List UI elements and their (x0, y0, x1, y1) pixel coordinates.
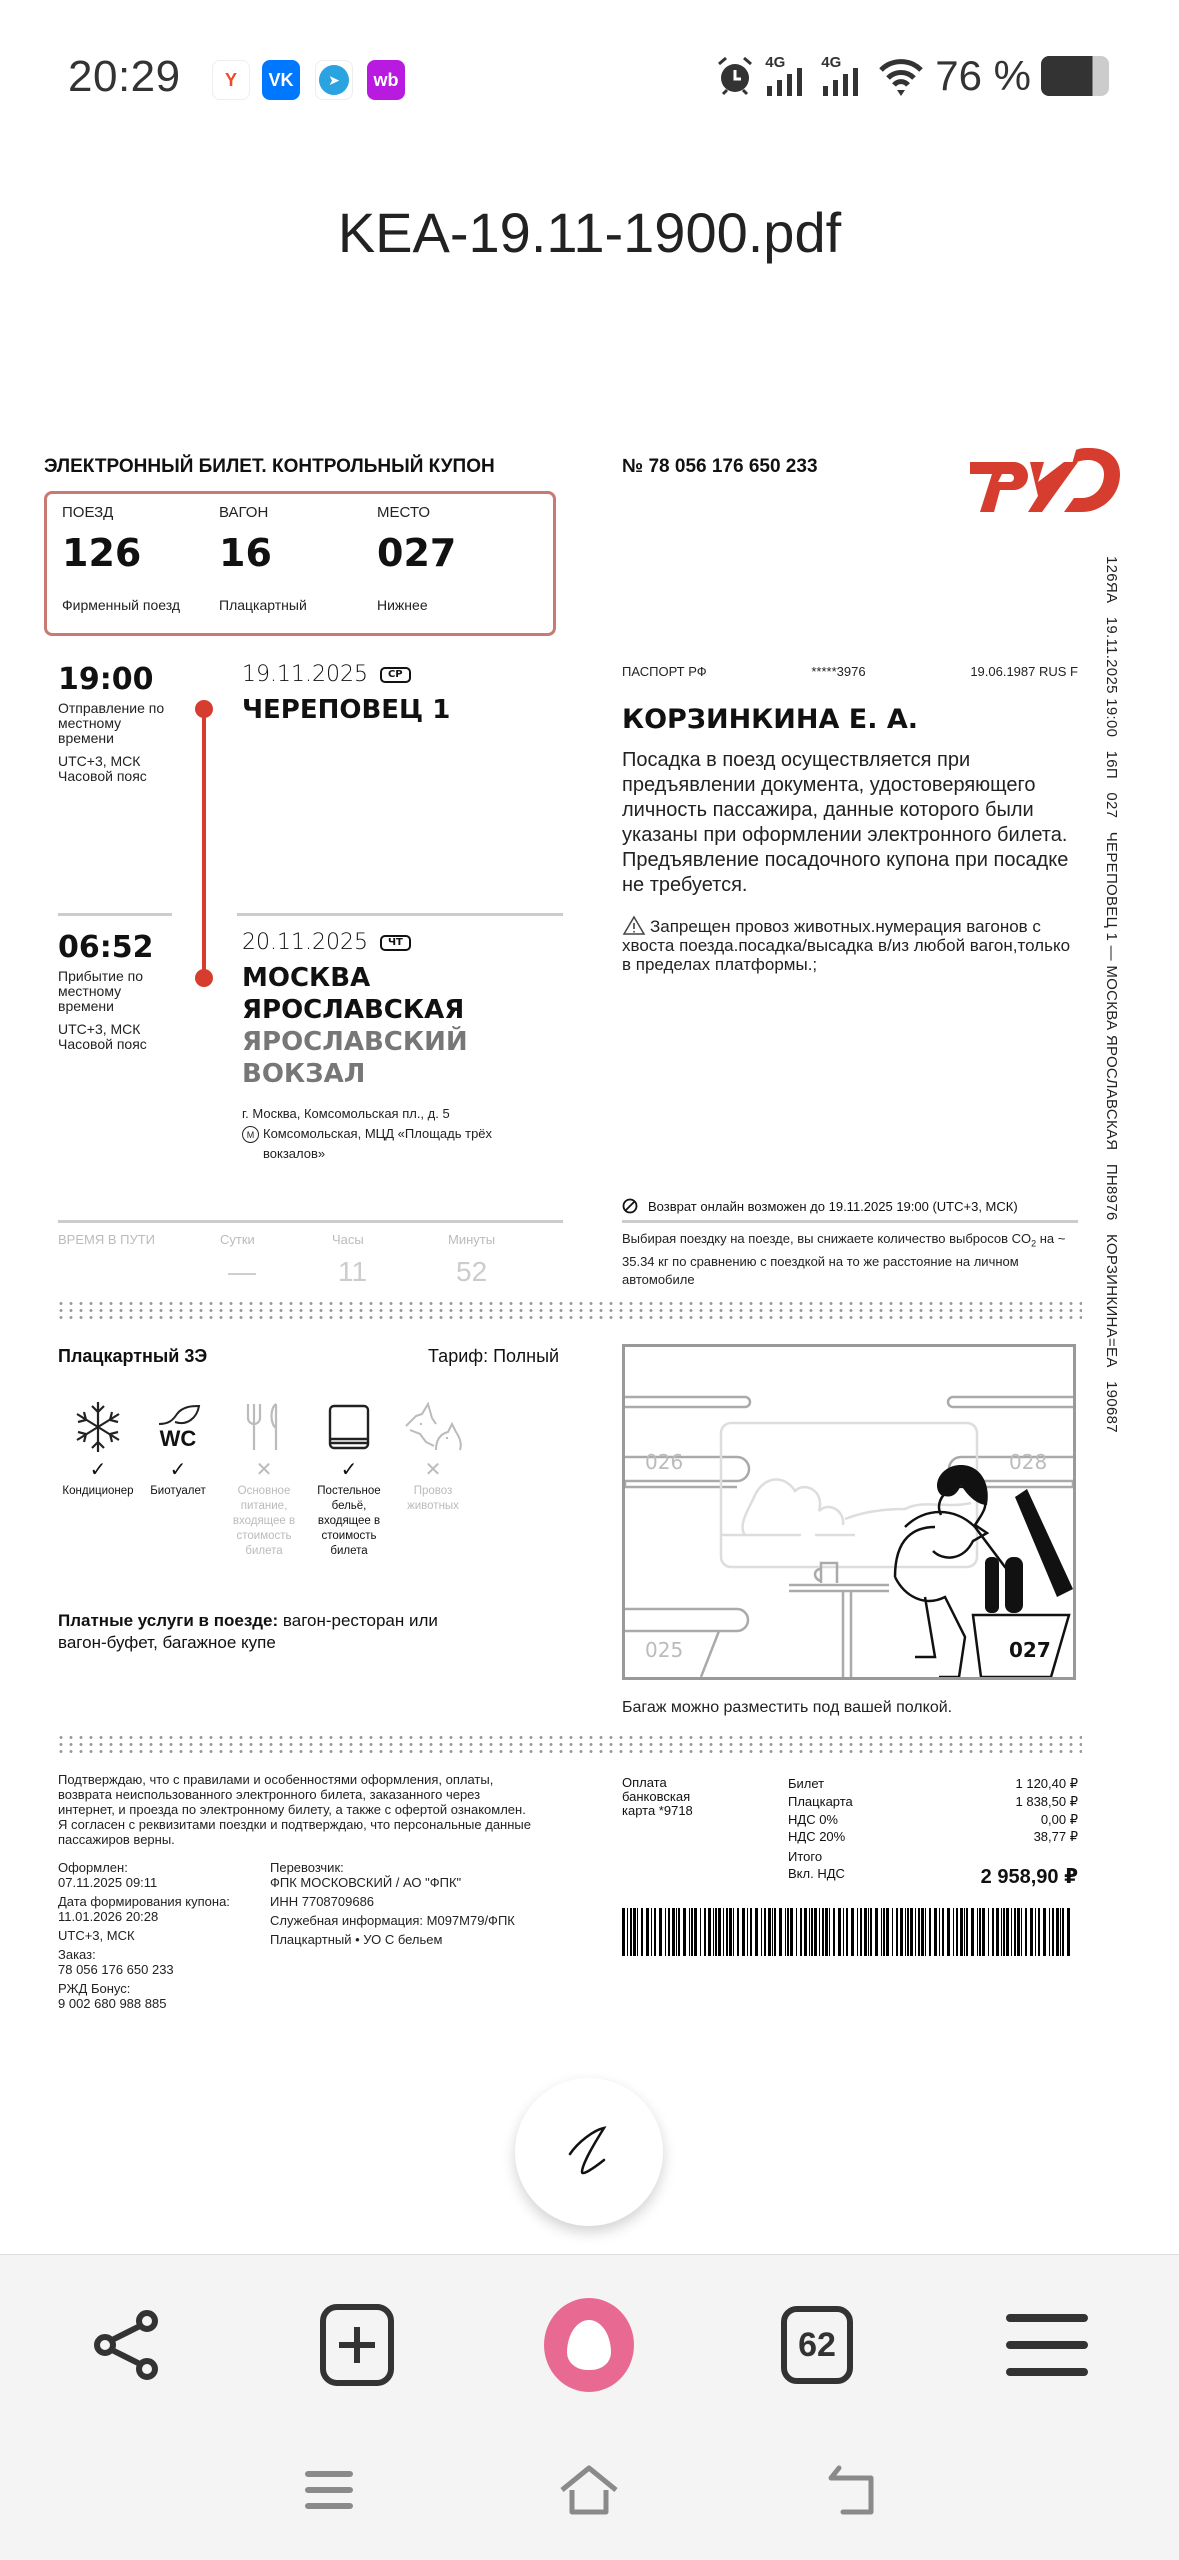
seat-label-upper-right: 028 (1009, 1450, 1048, 1474)
telegram-icon: ➤ (315, 60, 353, 100)
barcode-bar (1062, 1908, 1064, 1956)
barcode-bar (1038, 1908, 1040, 1956)
barcode-bar (875, 1908, 878, 1956)
share-icon (87, 2305, 167, 2385)
barcode-bar (971, 1908, 974, 1956)
perforation-divider (56, 1300, 1082, 1320)
barcode-bar (700, 1908, 701, 1956)
barcode-bar (819, 1908, 820, 1956)
barcode-bar (942, 1908, 944, 1956)
barcode-bar (804, 1908, 807, 1956)
warning-note: Запрещен провоз животных.нумерация вагонов с хвоста поезда.посадка/высадка в/из любой вагон,только в пределах платформы.; (622, 917, 1071, 974)
tabs-button[interactable] (772, 2300, 862, 2390)
barcode-bar (1003, 1908, 1005, 1956)
barcode-bar (723, 1908, 724, 1956)
car-column: ВАГОН 16 Плацкартный (219, 504, 307, 613)
vk-icon: VK (262, 60, 300, 100)
car-number: 16 (219, 531, 272, 575)
service-info: Служебная информация: М097М79/ФПК (270, 1913, 515, 1928)
weekday-badge: ЧТ (380, 935, 411, 951)
barcode-bar (800, 1908, 802, 1956)
barcode-bar (713, 1908, 714, 1956)
barcode-bar (829, 1908, 830, 1956)
bonus-number: 9 002 680 988 885 (58, 1996, 167, 2011)
signature-icon (564, 2124, 614, 2180)
barcode-bar (659, 1908, 662, 1956)
refund-info: Возврат онлайн возможен до 19.11.2025 19:00 (UTC+3, МСК) (622, 1198, 1078, 1214)
payment-method: Оплата банковская карта *9718 (622, 1775, 693, 1818)
compartment-illustration (622, 1344, 1076, 1680)
tabs-count: 62 (781, 2306, 853, 2384)
barcode-bar (772, 1908, 773, 1956)
pets-icon (402, 1402, 464, 1452)
boarding-info: Посадка в поезд осуществляется при предъявлении документа, удостоверяющего личность пассажира, данные которого были указаны при оформлении электронного билета. Предъявление посадочного купона при посадке не требуется. (622, 749, 1069, 896)
barcode-bar (726, 1908, 728, 1956)
issued-date: 07.11.2025 09:11 (58, 1875, 158, 1890)
barcode-bar (733, 1908, 734, 1956)
alarm-icon (715, 54, 755, 98)
barcode-bar (785, 1908, 786, 1956)
seat-label-lower-left: 025 (645, 1638, 684, 1662)
barcode-bar (796, 1908, 797, 1956)
barcode-bar (779, 1908, 782, 1956)
sign-button[interactable] (515, 2078, 663, 2226)
seat-column: МЕСТО 027 Нижнее (377, 504, 457, 613)
barcode-bar (761, 1908, 762, 1956)
no-entry-icon (622, 1198, 638, 1214)
barcode-bar (633, 1908, 636, 1956)
status-indicators (715, 52, 1109, 100)
document-title: KEA-19.11-1900.pdf (337, 201, 842, 264)
barcode-bar (1014, 1908, 1016, 1956)
barcode-bar (996, 1908, 999, 1956)
passenger-name: КОРЗИНКИНА Е. А. (622, 704, 918, 735)
barcode-bar (966, 1908, 968, 1956)
document-type: ПАСПОРТ РФ (622, 664, 707, 679)
barcode-bar (630, 1908, 632, 1956)
arrival-time: 06:52 (58, 930, 154, 965)
weekday-badge: СР (380, 667, 411, 683)
barcode-bar (1025, 1908, 1027, 1956)
barcode-bar (1017, 1908, 1020, 1956)
new-tab-button[interactable] (312, 2300, 402, 2390)
seat-number: 027 (377, 531, 457, 575)
recent-apps-button[interactable] (294, 2460, 364, 2520)
seat-label-own: 027 (1009, 1638, 1051, 1662)
warning-icon (622, 915, 646, 935)
barcode-bar (787, 1908, 789, 1956)
barcode (622, 1908, 1074, 1956)
arrival-date: 20.11.2025 ЧТ (242, 930, 411, 955)
barcode-bar (886, 1908, 889, 1956)
cutlery-icon (242, 1402, 286, 1452)
departure-time-block: 19:00 Отправление по местному времени UTC+3, МСК Часовой пояс (58, 662, 178, 784)
barcode-bar (953, 1908, 954, 1956)
barcode-bar (868, 1908, 869, 1956)
barcode-bar (729, 1908, 732, 1956)
order-number: 78 056 176 650 233 (58, 1962, 174, 1977)
barcode-bar (809, 1908, 810, 1956)
recents-icon (304, 2468, 354, 2512)
barcode-bar (921, 1908, 924, 1956)
barcode-bar (860, 1908, 862, 1956)
ticket-number: № 78 056 176 650 233 (622, 456, 818, 477)
co2-info: Выбирая поездку на поезде, вы снижаете количество выбросов $CO_2$ на ~ 35.34 кг по сравнению с поездкой на то же расстояние на личном автомобиле (622, 1231, 1066, 1287)
barcode-bar (857, 1908, 858, 1956)
barcode-bar (1035, 1908, 1036, 1956)
barcode-bar (708, 1908, 711, 1956)
barcode-bar (689, 1908, 690, 1956)
barcode-bar (883, 1908, 885, 1956)
barcode-bar (982, 1908, 985, 1956)
barcode-bar (1021, 1908, 1022, 1956)
barcode-bar (960, 1908, 963, 1956)
departure-time: 19:00 (58, 662, 154, 697)
travel-minutes: 52 (456, 1256, 488, 1287)
barcode-bar (774, 1908, 776, 1956)
train-info-box (44, 491, 556, 636)
barcode-bar (665, 1908, 666, 1956)
barcode-bar (1001, 1908, 1002, 1956)
vertical-control-strip: 126ЯА 19.11.2025 19:00 16П 027 ЧЕРЕПОВЕЦ 1 — МОСКВА ЯРОСЛАВСКАЯ ПН8976 КОРЗИНКИНА=ЕА 190687 (1103, 556, 1120, 1433)
barcode-bar (870, 1908, 872, 1956)
alice-icon (544, 2298, 634, 2392)
birth-info: 19.06.1987 RUS F (970, 664, 1078, 679)
back-icon (825, 2464, 881, 2516)
barcode-bar (1030, 1908, 1033, 1956)
barcode-bar (627, 1908, 628, 1956)
arrival-time-block: 06:52 Прибытие по местному времени UTC+3, МСК Часовой пояс (58, 930, 178, 1052)
snowflake-icon (74, 1400, 122, 1454)
barcode-bar (622, 1908, 625, 1956)
back-button[interactable] (818, 2460, 888, 2520)
barcode-bar (1056, 1908, 1059, 1956)
metro-icon: М (242, 1126, 259, 1143)
barcode-bar (811, 1908, 813, 1956)
barcode-bar (992, 1908, 994, 1956)
passport-row (622, 664, 1078, 679)
barcode-bar (881, 1908, 882, 1956)
barcode-bar (918, 1908, 920, 1956)
barcode-bar (864, 1908, 867, 1956)
barcode-bar (676, 1908, 677, 1956)
issue-meta: Оформлен: 07.11.2025 09:11 Дата формирования купона: 11.01.2026 20:28 UTC+3, МСК Заказ: 78 056 176 650 233 РЖД Бонус: 9 002 680 988 885 (58, 1860, 258, 2011)
barcode-bar (934, 1908, 937, 1956)
bed-linen-icon (327, 1403, 371, 1451)
barcode-bar (646, 1908, 649, 1956)
barcode-bar (790, 1908, 793, 1956)
total-price: 2 958,90 ₽ (980, 1866, 1078, 1888)
barcode-bar (678, 1908, 680, 1956)
barcode-bar (768, 1908, 771, 1956)
amenity-bed-linen: ✓ Постельное бельё, входящее в стоимость билета (308, 1398, 390, 1559)
barcode-bar (672, 1908, 675, 1956)
departure-date: 19.11.2025 СР (242, 662, 411, 687)
travel-time-label: ВРЕМЯ В ПУТИ (58, 1232, 156, 1247)
yandex-icon: Y (212, 60, 250, 100)
paid-services: Платные услуги в поезде: вагон-ресторан или вагон-буфет, багажное купе (58, 1611, 438, 1652)
total-label: Итого Вкл. НДС (788, 1849, 845, 1881)
barcode-bar (977, 1908, 978, 1956)
arrival-station: МОСКВА ЯРОСЛАВСКАЯ ЯРОСЛАВСКИЙ ВОКЗАЛ (242, 963, 468, 1089)
price-row: НДС 20% 38,77 ₽ (788, 1829, 1078, 1844)
route-line (202, 712, 206, 978)
barcode-bar (1049, 1908, 1050, 1956)
wifi-icon (877, 54, 925, 98)
barcode-bar (737, 1908, 739, 1956)
carrier-meta: Перевозчик: ФПК МОСКОВСКИЙ / АО "ФПК" ИНН 7708709686 Служебная информация: М097М79/ФПК Плацкартный • УО С бельем (270, 1860, 570, 1947)
amenity-biotoilet: WC ✓ Биотуалет (137, 1398, 219, 1499)
departure-dot (195, 700, 213, 718)
barcode-bar (900, 1908, 903, 1956)
barcode-bar (1043, 1908, 1046, 1956)
barcode-bar (1060, 1908, 1061, 1956)
travel-hours: 11 (338, 1256, 368, 1287)
barcode-bar (1067, 1908, 1070, 1956)
service-class: Плацкартный • УО С бельем (270, 1932, 443, 1947)
barcode-bar (979, 1908, 981, 1956)
barcode-bar (838, 1908, 841, 1956)
price-row: Плацкарта 1 838,50 ₽ (788, 1794, 1078, 1809)
barcode-bar (846, 1908, 848, 1956)
barcode-bar (825, 1908, 828, 1956)
divider (237, 913, 563, 916)
barcode-bar (750, 1908, 752, 1956)
battery-icon (1041, 56, 1109, 96)
divider (58, 1220, 563, 1223)
price-row: НДС 0% 0,00 ₽ (788, 1812, 1078, 1827)
barcode-bar (814, 1908, 817, 1956)
status-time: 20:29 (68, 52, 181, 101)
home-icon (558, 2464, 620, 2516)
metro-info: М Комсомольская, МЦД «Площадь трёх вокзалов» (242, 1124, 542, 1164)
signal-icon: 4G (821, 54, 867, 98)
carrier-name: ФПК МОСКОВСКИЙ / АО "ФПК" (270, 1875, 462, 1890)
amenity-conditioner: ✓ Кондиционер (57, 1398, 139, 1499)
divider (622, 1220, 1078, 1223)
barcode-bar (896, 1908, 898, 1956)
barcode-bar (905, 1908, 906, 1956)
plus-square-icon (317, 2303, 397, 2387)
barcode-bar (747, 1908, 748, 1956)
ticket-header: ЭЛЕКТРОННЫЙ БИЛЕТ. КОНТРОЛЬНЫЙ КУПОН (44, 456, 495, 477)
barcode-bar (910, 1908, 913, 1956)
barcode-bar (843, 1908, 844, 1956)
signal-icon: 4G (765, 54, 811, 98)
amenity-meals: ✕ Основное питание, входящее в стоимость билета (223, 1398, 305, 1559)
barcode-bar (964, 1908, 965, 1956)
barcode-bar (956, 1908, 958, 1956)
barcode-bar (715, 1908, 717, 1956)
barcode-bar (742, 1908, 745, 1956)
arrival-dot (195, 969, 213, 987)
barcode-bar (1011, 1908, 1012, 1956)
barcode-bar (892, 1908, 893, 1956)
document-number: *****3976 (811, 664, 866, 679)
barcode-bar (637, 1908, 638, 1956)
carrier-inn: ИНН 7708709686 (270, 1894, 375, 1909)
barcode-bar (988, 1908, 989, 1956)
car-class: Плацкартный 3Э (58, 1346, 208, 1366)
barcode-bar (822, 1908, 824, 1956)
menu-button[interactable] (1002, 2300, 1092, 2390)
barcode-bar (651, 1908, 652, 1956)
wildberries-icon: wb (367, 60, 405, 100)
alice-button[interactable] (544, 2300, 634, 2390)
baggage-note: Багаж можно разместить под вашей полкой. (622, 1699, 953, 1716)
divider (58, 913, 172, 916)
travel-days: — (228, 1256, 256, 1287)
barcode-bar (915, 1908, 916, 1956)
barcode-bar (691, 1908, 693, 1956)
barcode-bar (851, 1908, 854, 1956)
barcode-bar (939, 1908, 940, 1956)
share-button[interactable] (82, 2300, 172, 2390)
train-number: 126 (62, 531, 142, 575)
rzd-logo (968, 444, 1126, 516)
amenity-pets: ✕ Провоз животных (392, 1398, 474, 1514)
train-column: ПОЕЗД 126 Фирменный поезд (62, 504, 181, 613)
agreement-text: Подтверждаю, что с правилами и особенностями оформления, оплаты, возврата неиспользованного электронного билета, заказанного через интернет, и проезда по электронному билету, а также с офертой ознакомлен. Я согласен с реквизитами поездки и подтверждаю, что персональные данные пассажиров верны. (58, 1772, 531, 1847)
seat-label-upper-left: 026 (645, 1450, 684, 1474)
battery-percent: 76 % (935, 52, 1031, 99)
barcode-bar (704, 1908, 706, 1956)
departure-station: ЧЕРЕПОВЕЦ 1 (242, 695, 451, 725)
barcode-bar (718, 1908, 721, 1956)
perforation-divider (56, 1734, 1082, 1754)
tariff: Тариф: Полный (428, 1346, 560, 1366)
station-address: г. Москва, Комсомольская пл., д. 5 (242, 1106, 450, 1121)
coupon-date: 11.01.2026 20:28 (58, 1909, 159, 1924)
barcode-bar (668, 1908, 670, 1956)
barcode-bar (833, 1908, 835, 1956)
barcode-bar (694, 1908, 697, 1956)
barcode-bar (654, 1908, 656, 1956)
hamburger-icon (1006, 2310, 1088, 2380)
home-button[interactable] (554, 2460, 624, 2520)
barcode-bar (755, 1908, 758, 1956)
barcode-bar (925, 1908, 926, 1956)
barcode-bar (641, 1908, 643, 1956)
barcode-bar (947, 1908, 950, 1956)
arrival-terminal: ЯРОСЛАВСКИЙ (242, 1027, 468, 1057)
barcode-bar (683, 1908, 686, 1956)
barcode-bar (1006, 1908, 1009, 1956)
barcode-bar (907, 1908, 909, 1956)
price-row: Билет 1 120,40 ₽ (788, 1776, 1078, 1791)
eco-wc-icon: WC (137, 1398, 219, 1456)
barcode-bar (1052, 1908, 1054, 1956)
barcode-bar (764, 1908, 766, 1956)
barcode-bar (929, 1908, 931, 1956)
